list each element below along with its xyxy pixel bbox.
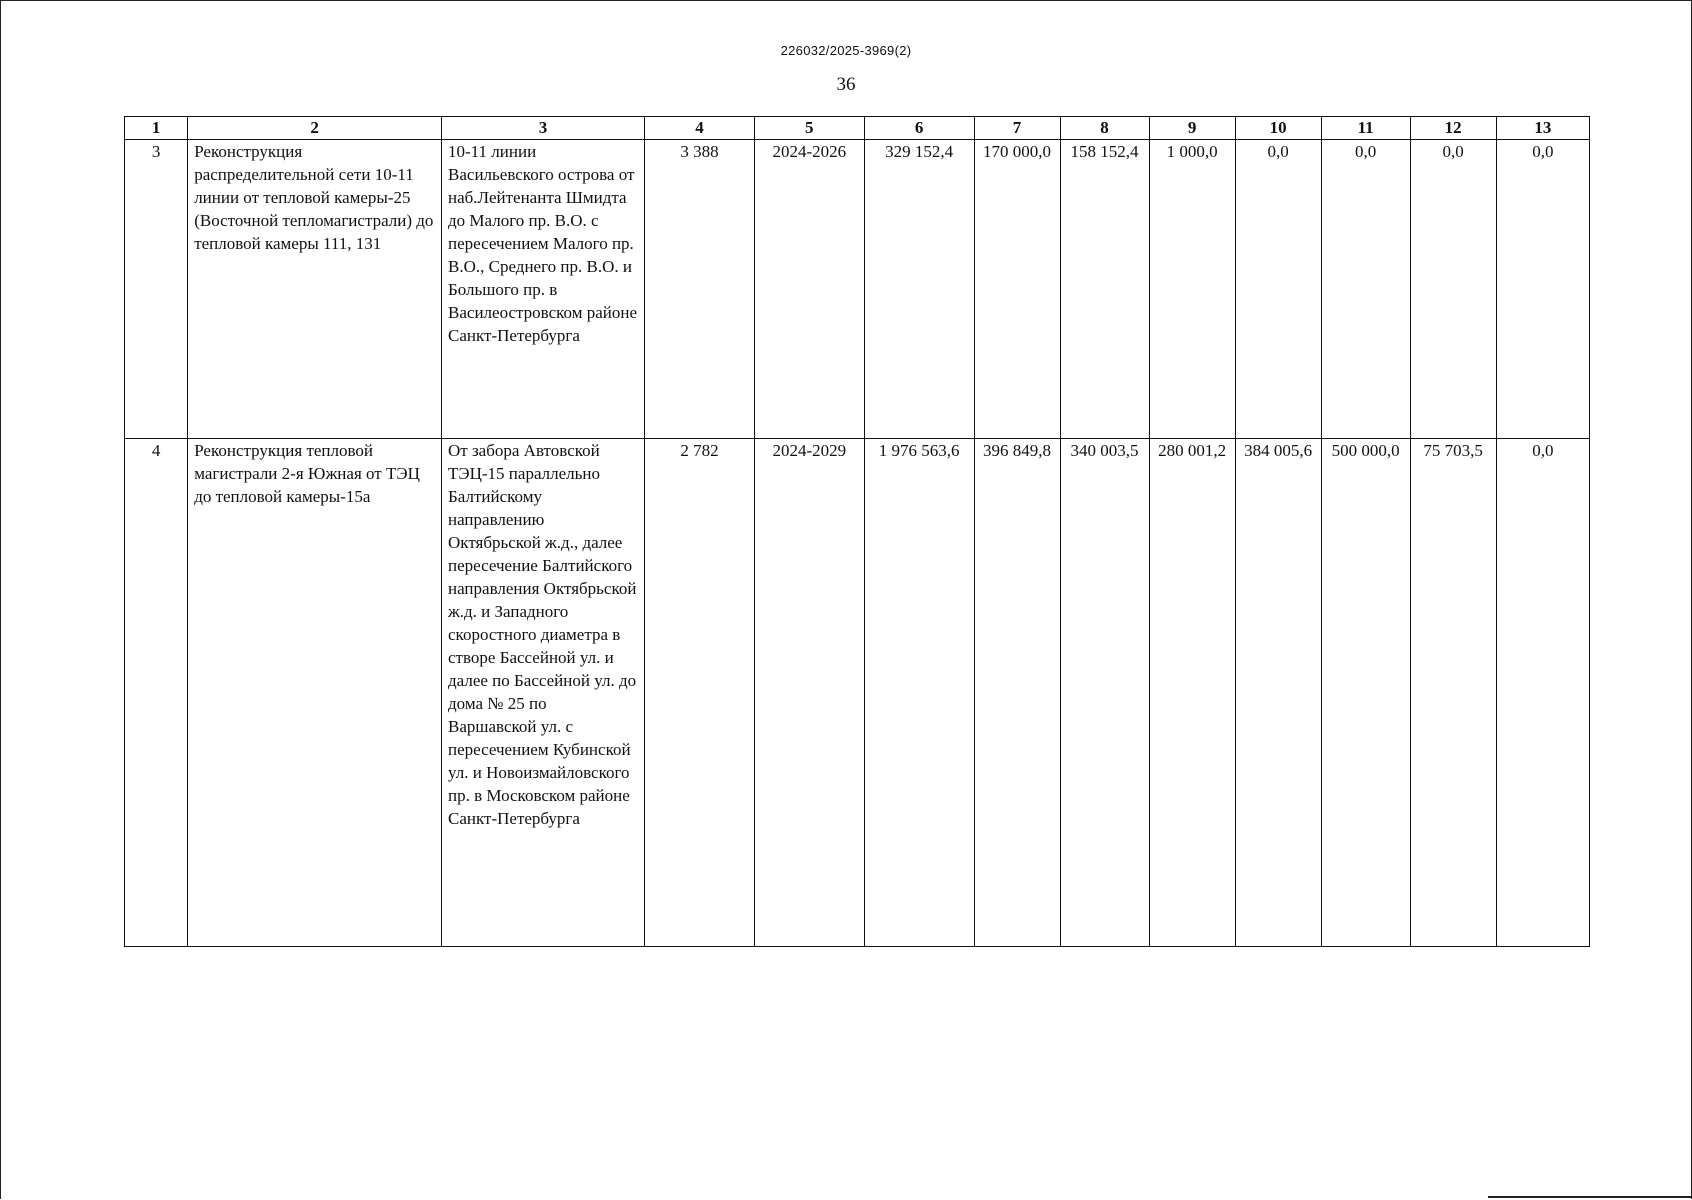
cell-col-11: 500 000,0 xyxy=(1321,439,1410,947)
cell-col-8: 340 003,5 xyxy=(1060,439,1149,947)
scan-edge-line xyxy=(1488,1196,1692,1198)
column-header: 9 xyxy=(1149,117,1235,140)
page-number: 36 xyxy=(836,74,856,95)
data-table xyxy=(124,116,1590,947)
table-row xyxy=(125,439,1590,947)
cell-col-10: 0,0 xyxy=(1235,140,1321,439)
row-number: 4 xyxy=(125,439,188,947)
column-header: 4 xyxy=(645,117,755,140)
cell-col-5: 2024-2026 xyxy=(754,140,864,439)
column-header: 13 xyxy=(1496,117,1589,140)
cell-col-7: 396 849,8 xyxy=(974,439,1060,947)
column-header: 10 xyxy=(1235,117,1321,140)
object-name: Реконструкция распределительной сети 10-11 линии от тепловой камеры-25 (Восточной тепломагистрали) до тепловой камеры 111, 131 xyxy=(188,140,442,439)
cell-col-9: 280 001,2 xyxy=(1149,439,1235,947)
cell-col-4: 2 782 xyxy=(645,439,755,947)
route-description: От забора Автовской ТЭЦ-15 параллельно Балтийскому направлению Октябрьской ж.д., далее пересечение Балтийского направления Октябрьской ж.д. и Западного скоростного диаметра в створе Бассейной ул. и далее по Бассейной ул. до дома № 25 по Варшавской ул. с пересечением Кубинской ул. и Новоизмайловского пр. в Московском районе Санкт-Петербурга xyxy=(442,439,645,947)
column-header: 3 xyxy=(442,117,645,140)
column-header: 6 xyxy=(864,117,974,140)
cell-col-12: 0,0 xyxy=(1410,140,1496,439)
object-name: Реконструкция тепловой магистрали 2-я Южная от ТЭЦ до тепловой камеры-15а xyxy=(188,439,442,947)
document-id: 226032/2025-3969(2) xyxy=(780,43,912,58)
column-header: 11 xyxy=(1321,117,1410,140)
cell-col-13: 0,0 xyxy=(1496,439,1589,947)
column-header: 12 xyxy=(1410,117,1496,140)
column-header: 2 xyxy=(188,117,442,140)
cell-col-6: 329 152,4 xyxy=(864,140,974,439)
route-description: 10-11 линии Васильевского острова от наб.Лейтенанта Шмидта до Малого пр. В.О. с пересечением Малого пр. В.О., Среднего пр. В.О. и Большого пр. в Василеостровском районе Санкт-Петербурга xyxy=(442,140,645,439)
cell-col-12: 75 703,5 xyxy=(1410,439,1496,947)
cell-col-13: 0,0 xyxy=(1496,140,1589,439)
column-header: 5 xyxy=(754,117,864,140)
column-header: 8 xyxy=(1060,117,1149,140)
header-row xyxy=(125,117,1590,140)
cell-col-8: 158 152,4 xyxy=(1060,140,1149,439)
column-header: 1 xyxy=(125,117,188,140)
cell-col-11: 0,0 xyxy=(1321,140,1410,439)
cell-col-10: 384 005,6 xyxy=(1235,439,1321,947)
row-number: 3 xyxy=(125,140,188,439)
column-header: 7 xyxy=(974,117,1060,140)
table-row xyxy=(125,140,1590,439)
cell-col-5: 2024-2029 xyxy=(754,439,864,947)
cell-col-4: 3 388 xyxy=(645,140,755,439)
cell-col-6: 1 976 563,6 xyxy=(864,439,974,947)
cell-col-9: 1 000,0 xyxy=(1149,140,1235,439)
cell-col-7: 170 000,0 xyxy=(974,140,1060,439)
